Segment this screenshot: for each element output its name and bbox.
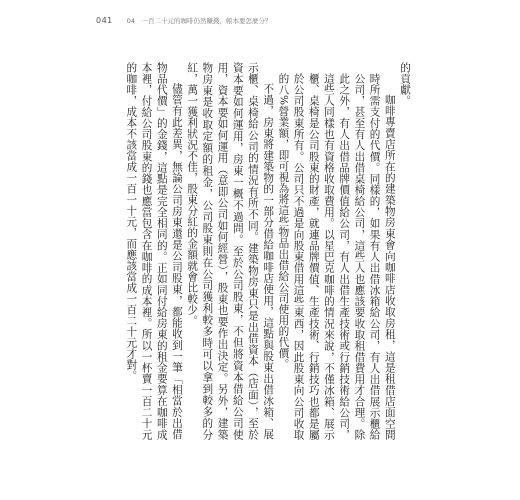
paragraph: 咖啡專賣店所在的建築物房東會向咖啡店收取房租，這是租借店面空間時所需支付的代價。同樣的，如果有人出借冰箱給公司，有人出借展示櫃給公司，甚至有人出借桌椅給公司，這些人也應該要收取租借費用才合理。除此之外，有人出借品牌價值給公司，有人出借生產技術或行銷技術給公司，這些人同樣也有資格收取費用。以星巴克咖啡的情況來說，不僅冰箱、展示櫃、桌椅是公司股東的財產，就連品牌價值、生產技術、行銷技巧也都是屬於公司股東所有。公司只不過是向股東借用這些東西，因此股東向公司收取的八%營業額，即可視為將這些物品出借給公司使用的代價。 [277,72,396,440]
paragraph: 不過，房東將建築物的一部分借給咖啡店使用，這點與股東出借冰箱、展示櫃、桌椅給公司的情況有所不同。建築物房東只是出借資本（店面），至於資本要如何運用，房東一概不過問。至於公司股東，不但將資本借給公司使用，資本要如何運用（意即公司如何經營），股東也要作出決定。另外，建築物房東是收取定額的租金，公司股東則在公司獲利較多時可以拿到較多的分紅，萬一獲利狀況不佳，股東分紅的金額就會比較少。 [186,62,275,440]
body-text [122,62,412,440]
chapter-title: 04 一百二十元的咖啡仍然賺錢，帳本要怎麼分？ [126,16,272,25]
page-number: 041 [96,15,113,25]
paragraph: 儘管有此差異，無論公司房東還是公司股東，都能收到一筆「相當於出借物品代價」的金錢，這點是完全相同的。正如同付給房東的租金要算在咖啡成本裡，付給公司股東的錢也應當包含在咖啡的成本裡。所以一杯賣一百二十元的咖啡，成本不該當成一百一十元，而應該當成一百二十元才對。 [125,62,183,440]
running-head [96,10,272,30]
paragraph: 的貢獻。 [399,62,411,106]
